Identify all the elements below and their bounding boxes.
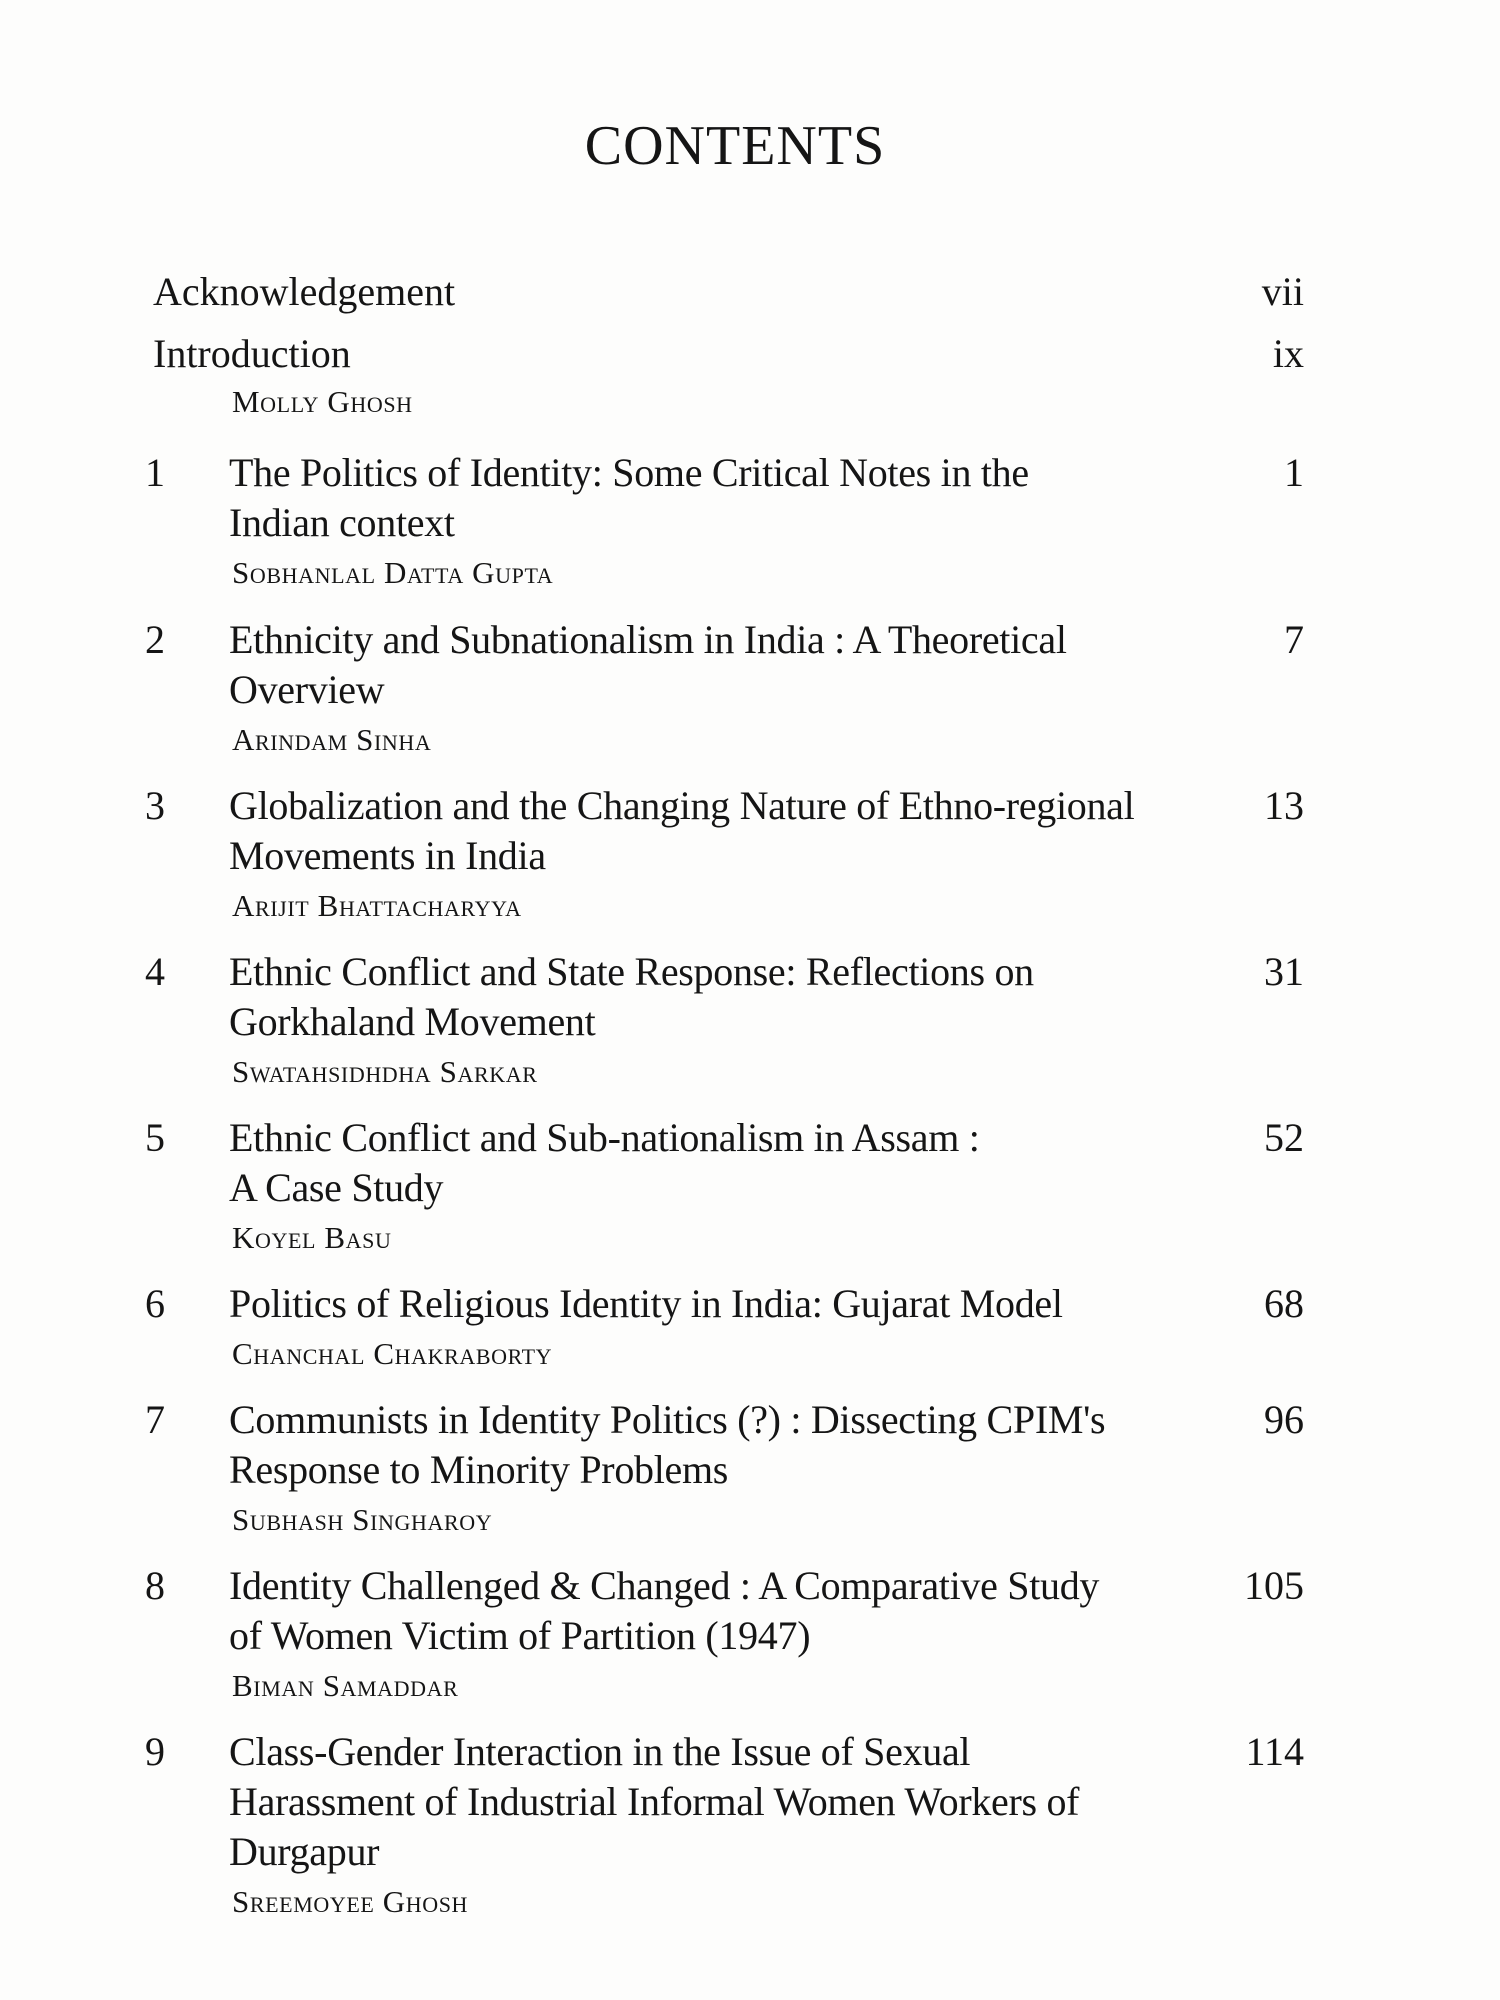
chapter-title	[229, 615, 1209, 715]
entry-author: Biman Samaddar	[232, 1668, 459, 1703]
entry-author: Swatahsidhdha Sarkar	[232, 1054, 538, 1089]
chapter-title-line: Ethnic Conflict and Sub-nationalism in Assam :	[229, 1115, 980, 1160]
chapter-title-line: Movements in India	[229, 833, 546, 878]
chapter-title-line: Class-Gender Interaction in the Issue of Sexual	[229, 1729, 971, 1774]
chapter-title-line: Overview	[229, 667, 385, 712]
chapter-title	[229, 1561, 1209, 1661]
entry-author: Koyel Basu	[232, 1220, 392, 1255]
entry-page-number: 7	[1284, 617, 1304, 662]
chapter-title-line: Identity Challenged & Changed : A Comparative Study	[229, 1563, 1100, 1608]
chapter-number: 6	[145, 1281, 165, 1326]
entry-page-number: 1	[1284, 450, 1304, 495]
chapter-title-line: Durgapur	[229, 1829, 380, 1874]
chapter-title-line: Ethnic Conflict and State Response: Reflections on	[229, 949, 1034, 994]
chapter-number: 8	[145, 1563, 165, 1608]
entry-page-number: ix	[1272, 331, 1304, 376]
entry-author: Sobhanlal Datta Gupta	[232, 555, 554, 590]
chapter-title-line: The Politics of Identity: Some Critical Notes in the	[229, 450, 1029, 495]
chapter-title	[229, 947, 1209, 1047]
chapter-title-line: of Women Victim of Partition (1947)	[229, 1613, 811, 1658]
entry-page-number: 31	[1264, 949, 1304, 994]
chapter-title	[229, 1395, 1209, 1495]
chapter-title-line: Ethnicity and Subnationalism in India : A Theoretical	[229, 617, 1067, 662]
entry-author: Arindam Sinha	[232, 722, 432, 757]
chapter-title-line: Indian context	[229, 500, 455, 545]
entry-title: Acknowledgement	[153, 269, 456, 314]
entry-author: Sreemoyee Ghosh	[232, 1884, 469, 1919]
entry-page-number: 114	[1245, 1729, 1304, 1774]
entry-title: Introduction	[153, 331, 351, 376]
chapter-number: 5	[145, 1115, 165, 1160]
chapter-title-line: Gorkhaland Movement	[229, 999, 596, 1044]
entry-author: Subhash Singharoy	[232, 1502, 493, 1537]
entry-page-number: 96	[1264, 1397, 1304, 1442]
entry-page-number: 13	[1264, 783, 1304, 828]
chapter-number: 4	[145, 949, 165, 994]
chapter-number: 3	[145, 783, 165, 828]
chapter-title	[229, 781, 1209, 881]
chapter-title	[229, 1727, 1209, 1877]
chapter-number: 7	[145, 1397, 165, 1442]
entry-author: Arijit Bhattacharyya	[232, 888, 522, 923]
chapter-title	[229, 448, 1209, 548]
chapter-title-line: Response to Minority Problems	[229, 1447, 729, 1492]
chapter-title-line: Politics of Religious Identity in India: Gujarat Model	[229, 1281, 1063, 1326]
chapter-title	[229, 1113, 1209, 1213]
chapter-title-line: Harassment of Industrial Informal Women Workers of	[229, 1779, 1080, 1824]
entry-page-number: 105	[1244, 1563, 1304, 1608]
entry-author: Chanchal Chakraborty	[232, 1336, 553, 1371]
page-title: CONTENTS	[584, 115, 886, 177]
entry-page-number: 52	[1264, 1115, 1304, 1160]
entry-author: Molly Ghosh	[232, 384, 413, 419]
chapter-number: 9	[145, 1729, 165, 1774]
entry-page-number: 68	[1264, 1281, 1304, 1326]
chapter-number: 1	[145, 450, 165, 495]
chapter-title-line: Communists in Identity Politics (?) : Dissecting CPIM's	[229, 1397, 1106, 1442]
entry-page-number: vii	[1261, 269, 1304, 314]
chapter-title	[229, 1279, 1209, 1329]
chapter-title-line: A Case Study	[229, 1165, 444, 1210]
chapter-number: 2	[145, 617, 165, 662]
chapter-title-line: Globalization and the Changing Nature of Ethno-regional	[229, 783, 1135, 828]
